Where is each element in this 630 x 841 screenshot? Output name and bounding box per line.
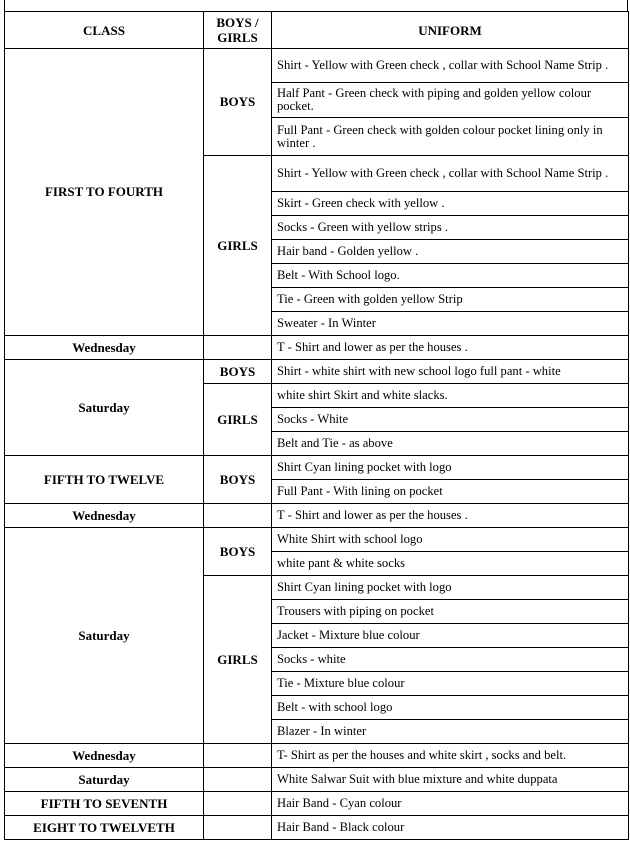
uniform-cell bbox=[272, 648, 629, 672]
table-row bbox=[5, 792, 629, 816]
uniform-cell bbox=[272, 264, 629, 288]
uniform-text: Shirt - Yellow with Green check , collar with School Name Strip . bbox=[277, 58, 609, 72]
uniform-text: Socks - Green with yellow strips . bbox=[277, 220, 449, 234]
uniform-text: white shirt Skirt and white slacks. bbox=[277, 388, 448, 402]
uniform-cell bbox=[272, 216, 629, 240]
uniform-text: Jacket - Mixture blue colour bbox=[277, 628, 420, 642]
uniform-cell bbox=[272, 576, 629, 600]
table-row bbox=[5, 528, 629, 552]
uniform-cell bbox=[272, 118, 629, 156]
uniform-cell bbox=[272, 336, 629, 360]
gender-cell bbox=[204, 816, 272, 840]
uniform-cell bbox=[272, 744, 629, 768]
gender-cell: GIRLS bbox=[204, 384, 272, 456]
class-cell: Wednesday bbox=[5, 744, 204, 768]
uniform-table bbox=[4, 11, 629, 840]
uniform-cell bbox=[272, 156, 629, 192]
uniform-cell bbox=[272, 384, 629, 408]
gender-cell bbox=[204, 768, 272, 792]
uniform-cell bbox=[272, 816, 629, 840]
uniform-cell bbox=[272, 288, 629, 312]
class-cell: Saturday bbox=[5, 528, 204, 744]
uniform-cell bbox=[272, 480, 629, 504]
gender-cell: GIRLS bbox=[204, 156, 272, 336]
class-cell: Wednesday bbox=[5, 336, 204, 360]
uniform-cell bbox=[272, 192, 629, 216]
uniform-text: White Salwar Suit with blue mixture and white duppata bbox=[277, 772, 558, 786]
table-row bbox=[5, 816, 629, 840]
uniform-cell bbox=[272, 432, 629, 456]
uniform-text: White Shirt with school logo bbox=[277, 532, 423, 546]
uniform-text: Hair Band - Black colour bbox=[277, 820, 405, 834]
gender-cell: BOYS bbox=[204, 49, 272, 156]
header-uniform: UNIFORM bbox=[272, 12, 629, 49]
header-class: CLASS bbox=[5, 12, 204, 49]
uniform-document bbox=[4, 0, 628, 841]
table-row bbox=[5, 336, 629, 360]
class-cell: EIGHT TO TWELVETH bbox=[5, 816, 204, 840]
class-cell: Saturday bbox=[5, 768, 204, 792]
uniform-cell bbox=[272, 456, 629, 480]
uniform-cell bbox=[272, 360, 629, 384]
uniform-cell bbox=[272, 624, 629, 648]
uniform-cell bbox=[272, 49, 629, 83]
uniform-text: T - Shirt and lower as per the houses . bbox=[277, 340, 468, 354]
class-cell: Saturday bbox=[5, 360, 204, 456]
uniform-cell bbox=[272, 504, 629, 528]
uniform-text: Hair band - Golden yellow . bbox=[277, 244, 419, 258]
uniform-text: Full Pant - With lining on pocket bbox=[277, 484, 443, 498]
table-row bbox=[5, 504, 629, 528]
table-row bbox=[5, 360, 629, 384]
uniform-text: Shirt Cyan lining pocket with logo bbox=[277, 580, 452, 594]
uniform-text: Shirt - Yellow with Green check , collar with School Name Strip . bbox=[277, 166, 609, 180]
gender-cell bbox=[204, 744, 272, 768]
uniform-text: T- Shirt as per the houses and white skirt , socks and belt. bbox=[277, 748, 567, 762]
uniform-text: Socks - White bbox=[277, 412, 349, 426]
uniform-cell bbox=[272, 600, 629, 624]
uniform-text: Trousers with piping on pocket bbox=[277, 604, 434, 618]
table-row bbox=[5, 768, 629, 792]
class-cell: FIFTH TO SEVENTH bbox=[5, 792, 204, 816]
uniform-cell bbox=[272, 83, 629, 118]
uniform-text: Sweater - In Winter bbox=[277, 316, 376, 330]
uniform-text: Belt - With School logo. bbox=[277, 268, 400, 282]
uniform-text: Belt and Tie - as above bbox=[277, 436, 393, 450]
uniform-text: Shirt Cyan lining pocket with logo bbox=[277, 460, 452, 474]
uniform-cell bbox=[272, 768, 629, 792]
class-cell: FIRST TO FOURTH bbox=[5, 49, 204, 336]
table-row bbox=[5, 744, 629, 768]
gender-cell bbox=[204, 792, 272, 816]
header-gender: BOYS / GIRLS bbox=[204, 12, 272, 49]
gender-cell: BOYS bbox=[204, 528, 272, 576]
uniform-text: Full Pant - Green check with golden colour pocket lining only in winter . bbox=[277, 122, 603, 150]
uniform-text: Blazer - In winter bbox=[277, 724, 367, 738]
uniform-cell bbox=[272, 528, 629, 552]
gender-cell bbox=[204, 504, 272, 528]
uniform-text: Hair Band - Cyan colour bbox=[277, 796, 402, 810]
class-cell: Wednesday bbox=[5, 504, 204, 528]
uniform-cell bbox=[272, 720, 629, 744]
uniform-cell bbox=[272, 696, 629, 720]
uniform-text: Tie - Mixture blue colour bbox=[277, 676, 405, 690]
uniform-text: white pant & white socks bbox=[277, 556, 406, 570]
uniform-text: Shirt - white shirt with new school logo full pant - white bbox=[277, 364, 561, 378]
table-row bbox=[5, 456, 629, 480]
uniform-cell bbox=[272, 792, 629, 816]
uniform-cell bbox=[272, 312, 629, 336]
uniform-text: Skirt - Green check with yellow . bbox=[277, 196, 445, 210]
uniform-text: Tie - Green with golden yellow Strip bbox=[277, 292, 463, 306]
uniform-text: T - Shirt and lower as per the houses . bbox=[277, 508, 468, 522]
gender-cell bbox=[204, 336, 272, 360]
gender-cell: BOYS bbox=[204, 360, 272, 384]
uniform-text: Belt - with school logo bbox=[277, 700, 393, 714]
class-cell: FIFTH TO TWELVE bbox=[5, 456, 204, 504]
uniform-text: Half Pant - Green check with piping and golden yellow colour pocket. bbox=[277, 86, 592, 113]
header-row bbox=[5, 12, 629, 49]
uniform-text: Socks - white bbox=[277, 652, 346, 666]
uniform-cell bbox=[272, 552, 629, 576]
uniform-cell bbox=[272, 408, 629, 432]
uniform-cell bbox=[272, 672, 629, 696]
gender-cell: BOYS bbox=[204, 456, 272, 504]
gender-cell: GIRLS bbox=[204, 576, 272, 744]
table-row bbox=[5, 49, 629, 83]
uniform-cell bbox=[272, 240, 629, 264]
